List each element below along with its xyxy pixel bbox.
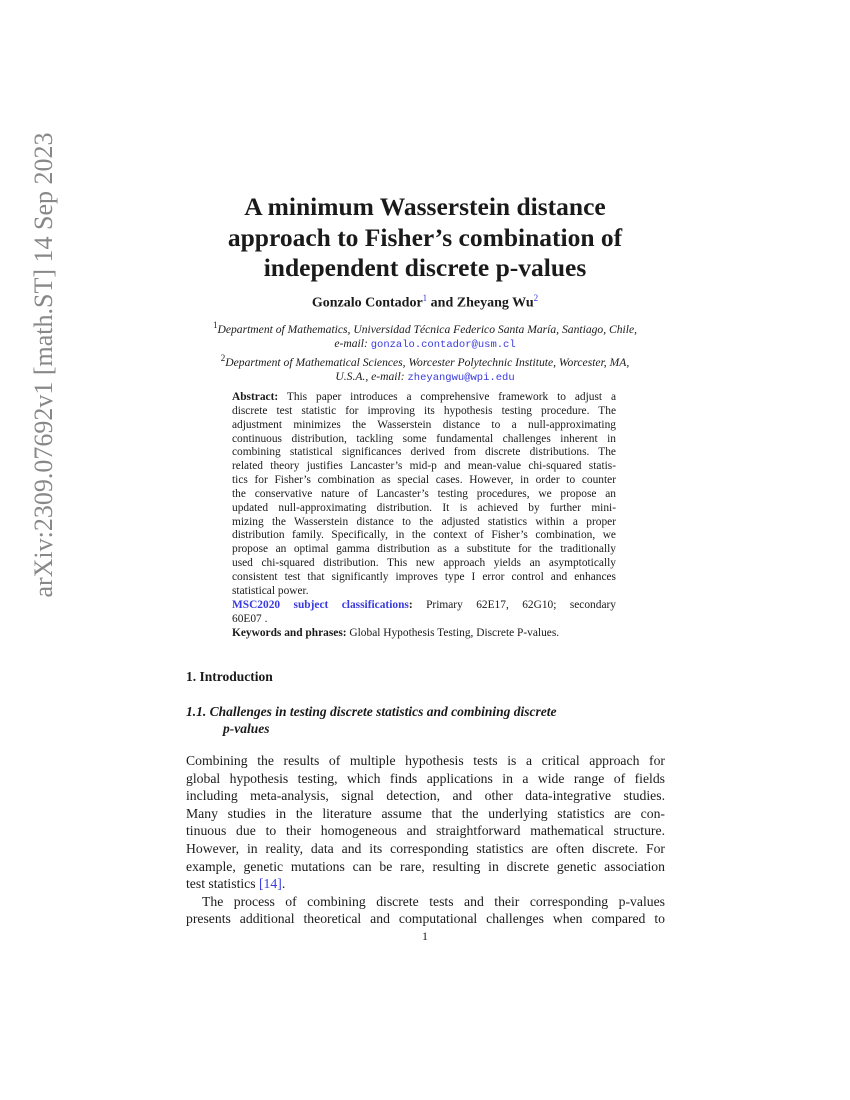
subsection-line: p-values xyxy=(223,721,270,736)
affiliation-marker: 2 xyxy=(220,353,226,363)
affiliation-2 xyxy=(150,351,700,385)
authors xyxy=(0,293,850,312)
title-line: independent discrete p-values xyxy=(263,253,587,282)
abstract-line: tics for Fisher’s combination as special cases. However, in order to counter xyxy=(232,474,616,487)
msc-line xyxy=(232,599,616,613)
abstract-label: Abstract: xyxy=(232,391,279,403)
abstract-line: the conservative nature of Lancaster’s testing procedures, we propose an xyxy=(232,487,616,500)
body-line: Many studies in the literature assume that the underlying statistics are con- xyxy=(186,805,665,821)
abstract-line: used chi-squared distribution. This new approach yields an asymptotically xyxy=(232,557,616,570)
abstract-line: distribution family. Specifically, in the context of Fisher’s combination, we xyxy=(232,529,616,542)
body-line xyxy=(186,875,665,893)
keywords-text: Global Hypothesis Testing, Discrete P-values. xyxy=(346,626,560,639)
keywords xyxy=(232,627,616,641)
body-line: including meta-analysis, signal detection, and other data-integrative studies. xyxy=(186,788,665,804)
email-link[interactable]: zheyangwu@wpi.edu xyxy=(407,371,515,384)
body-line: The process of combining discrete tests and their corresponding p-values xyxy=(202,893,665,909)
subsection-line: 1.1. Challenges in testing discrete statistics and combining discrete xyxy=(186,704,557,719)
abstract-line: combining statistical significances derived from discrete distributions. The xyxy=(232,446,616,459)
email-label: U.S.A., e-mail: xyxy=(335,369,408,383)
section-heading: 1. Introduction xyxy=(186,669,273,684)
msc-link[interactable]: MSC2020 subject classifications xyxy=(232,599,409,611)
abstract-line: discrete test statistic for improving its hypothesis testing procedure. The xyxy=(232,404,616,417)
author-name: Gonzalo Contador xyxy=(311,295,423,311)
classifications xyxy=(232,599,616,641)
body-line: Combining the results of multiple hypothesis tests is a critical approach for xyxy=(186,753,665,768)
subsection-heading xyxy=(186,703,666,737)
citation-link[interactable]: [14] xyxy=(259,876,282,892)
paper-title xyxy=(0,192,850,284)
email-link[interactable]: gonzalo.contador@usm.cl xyxy=(370,338,516,351)
msc-text: Primary 62E17, 62G10; secondary xyxy=(412,599,616,611)
abstract-line: updated null-approximating distribution. It is achieved by further mini- xyxy=(232,501,616,514)
msc-colon: : xyxy=(408,599,413,611)
author-name: Zheyang Wu xyxy=(456,295,534,311)
affiliation-text: Department of Mathematics, Universidad Técnica Federico Santa María, Santiago, Chile, xyxy=(217,322,638,336)
affiliation-text: Department of Mathematical Sciences, Worcester Polytechnic Institute, Worcester, MA, xyxy=(225,355,630,369)
abstract-line: propose an optimal gamma distribution as a substitute for the traditionally xyxy=(232,543,616,556)
abstract-line: statistical power. xyxy=(232,584,309,597)
author-separator: and xyxy=(427,295,457,311)
abstract xyxy=(232,391,616,599)
body-line: presents additional theoretical and computational challenges when compared to xyxy=(186,911,665,927)
email-label: e-mail: xyxy=(334,336,371,350)
affiliation-1 xyxy=(150,318,700,352)
body-line: example, genetic mutations can be rare, resulting in discrete genetic association xyxy=(186,858,665,874)
abstract-line: continuous distribution, tackling some fundamental challenges inherent in xyxy=(232,432,616,445)
abstract-line xyxy=(232,391,616,405)
body-text xyxy=(186,752,665,928)
abstract-text: This paper introduces a comprehensive framework to adjust a xyxy=(278,391,616,403)
arxiv-identifier: arXiv:2309.07692v1 [math.ST] 14 Sep 2023 xyxy=(29,132,58,598)
body-line: global hypothesis testing, which finds applications in a wide range of fields xyxy=(186,770,665,786)
abstract-line: related theory justifies Lancaster’s mid-p and mean-value chi-squared statis- xyxy=(232,460,616,473)
body-line: However, in reality, data and its corresponding statistics are often discrete. For xyxy=(186,840,665,856)
body-text-span: . xyxy=(281,876,286,892)
body-text-span: test statistics xyxy=(186,876,259,892)
title-line: A minimum Wasserstein distance xyxy=(244,192,606,221)
body-line: tinuous due to their homogeneous and straightforward mathematical structure. xyxy=(186,823,665,839)
keywords-label: Keywords and phrases: xyxy=(232,626,347,639)
page-number: 1 xyxy=(422,929,428,943)
abstract-line: consistent test that significantly improves type I error control and enhances xyxy=(232,570,616,583)
msc-line: 60E07 . xyxy=(232,612,268,625)
affiliation-marker: 1 xyxy=(212,320,218,330)
affiliation-link[interactable]: 2 xyxy=(533,293,539,303)
title-line: approach to Fisher’s combination of xyxy=(227,222,623,252)
abstract-line: mizing the Wasserstein distance to the adjusted statistics within a proper xyxy=(232,515,616,528)
affiliation-link[interactable]: 1 xyxy=(422,293,428,303)
abstract-line: adjustment minimizes the Wasserstein distance to a null-approximating xyxy=(232,418,616,431)
